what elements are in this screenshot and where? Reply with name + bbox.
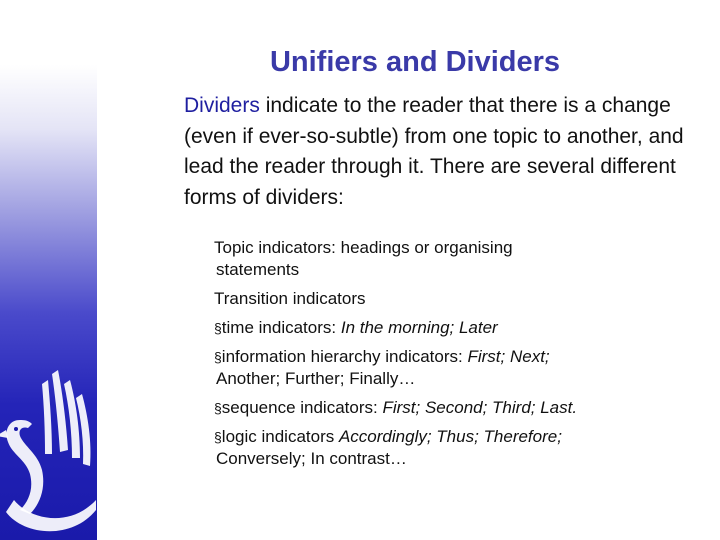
slide-title: Unifiers and Dividers (269, 46, 561, 78)
sub-item-examples: First; Second; Third; Last. (382, 398, 578, 417)
bullet-mark: § (214, 320, 222, 336)
sub-list-item (214, 346, 684, 390)
sub-item-label: information hierarchy indicators: (221, 347, 468, 366)
sub-item-examples: Accordingly; Thus; Therefore; (338, 427, 562, 446)
sub-item-examples-cont: Another; Further; Finally… (216, 369, 416, 388)
swan-logo-icon (0, 350, 97, 540)
bullet-mark: § (214, 400, 222, 416)
intro-text: indicate to the reader that there is a change (even if ever-so-subtle) from one topic to another, and lead the reader through it. There are several different forms of dividers: (184, 94, 684, 209)
list-item (214, 288, 684, 310)
sub-item-label: sequence indicators: (221, 398, 383, 417)
sub-item-examples-cont: Conversely; In contrast… (216, 449, 407, 468)
intro-keyword: Dividers (184, 94, 260, 117)
sub-list-item (214, 426, 684, 470)
list-item-text: Transition indicators (214, 289, 366, 308)
bullet-mark: § (214, 349, 222, 365)
intro-paragraph (184, 91, 684, 213)
sub-item-label: logic indicators (221, 427, 339, 446)
sub-item-label: time indicators: (221, 318, 341, 337)
sub-item-examples: First; Next; (467, 347, 550, 366)
bullet-mark: § (214, 429, 222, 445)
divider-list (214, 237, 684, 477)
sub-list-item (214, 317, 684, 339)
list-item-text: Topic indicators: headings or organising (214, 238, 513, 257)
sub-list-item (214, 397, 684, 419)
sub-item-examples: In the morning; Later (340, 318, 498, 337)
list-item-text-cont: statements (216, 260, 300, 279)
list-item (214, 237, 684, 281)
